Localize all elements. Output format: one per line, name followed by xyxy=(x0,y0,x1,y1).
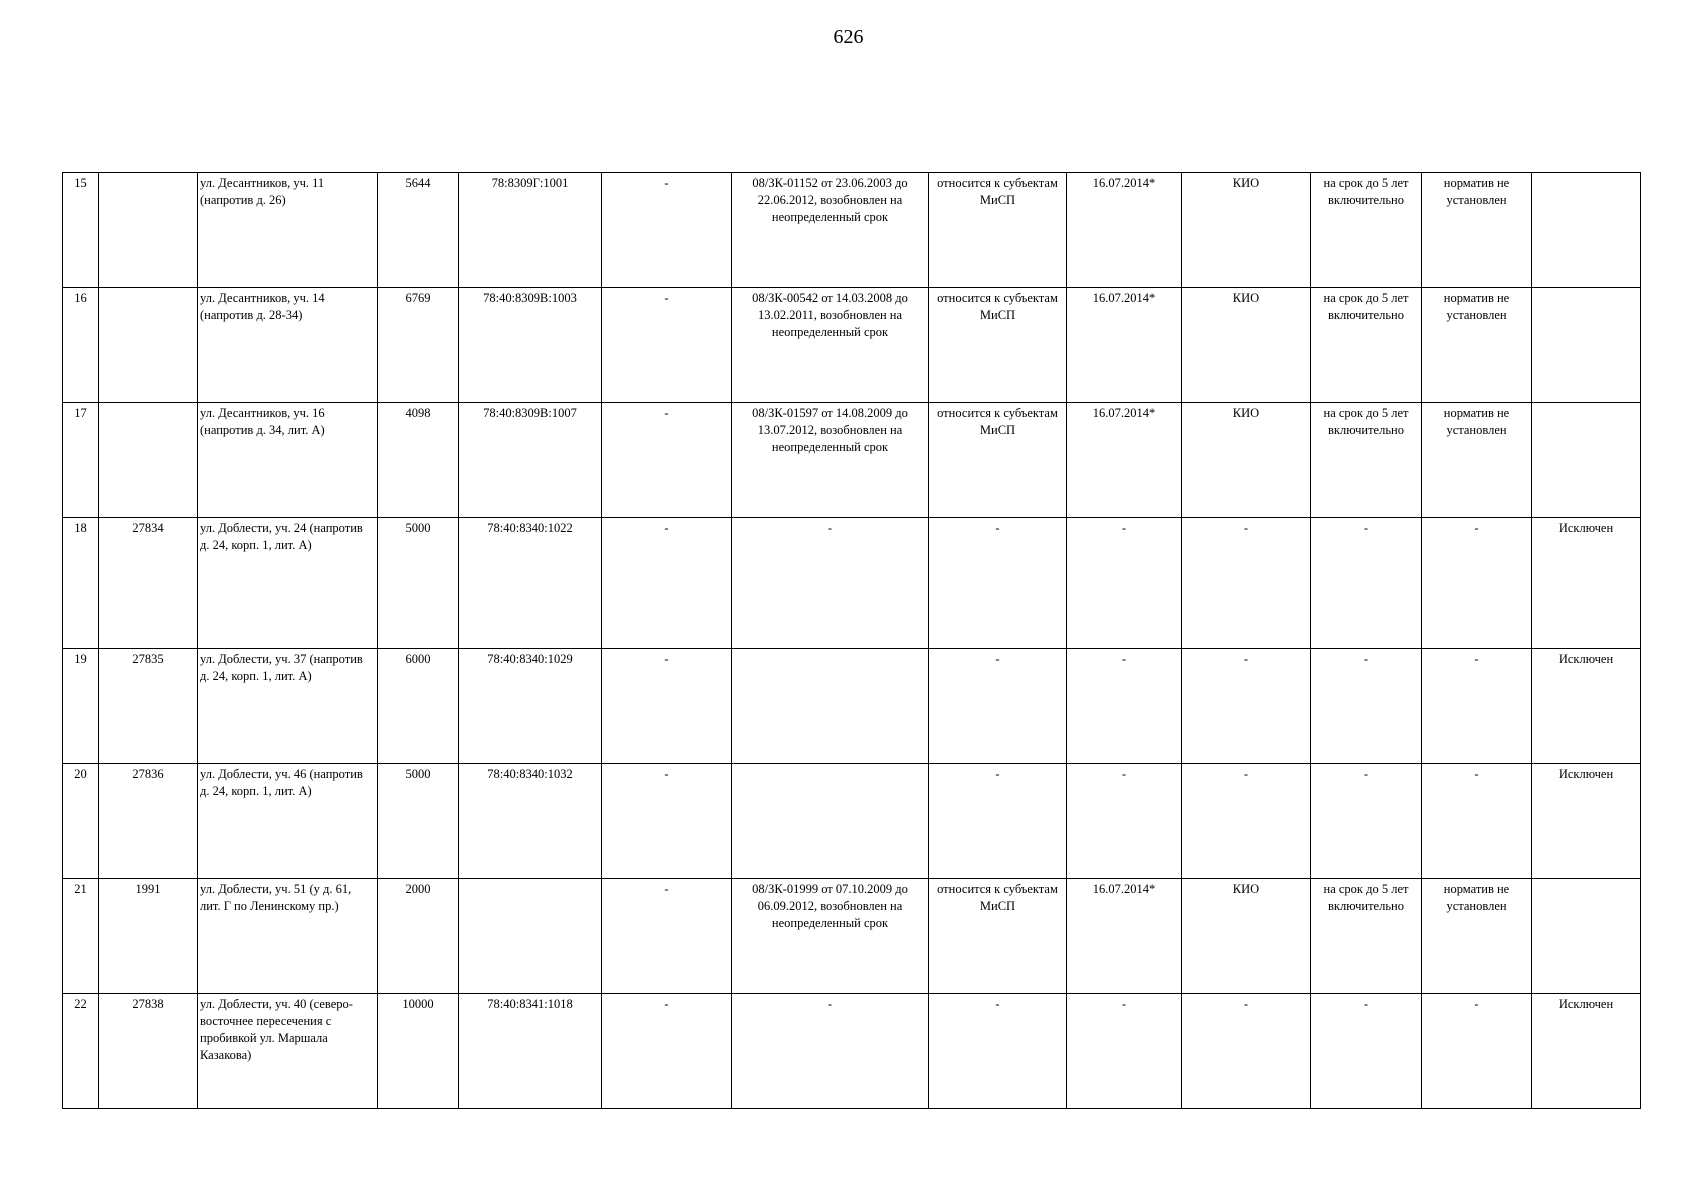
row-date: - xyxy=(1067,518,1182,649)
row-address: ул. Десантников, уч. 16 (напротив д. 34, лит. А) xyxy=(198,403,378,518)
row-number: 22 xyxy=(63,994,99,1109)
row-area: 4098 xyxy=(378,403,459,518)
row-code xyxy=(99,288,198,403)
row-norm: норматив не установлен xyxy=(1422,173,1532,288)
row-note: Исключен xyxy=(1532,649,1641,764)
row-norm: норматив не установлен xyxy=(1422,879,1532,994)
row-area: 6000 xyxy=(378,649,459,764)
row-code: 27834 xyxy=(99,518,198,649)
row-category: - xyxy=(929,649,1067,764)
row-number: 18 xyxy=(63,518,99,649)
row-org: - xyxy=(1182,518,1311,649)
row-category: относится к субъектам МиСП xyxy=(929,879,1067,994)
row-number: 16 xyxy=(63,288,99,403)
row-code: 27836 xyxy=(99,764,198,879)
row-area: 6769 xyxy=(378,288,459,403)
row-address: ул. Доблести, уч. 40 (северо-восточнее пересечения с пробивкой ул. Маршала Казакова) xyxy=(198,994,378,1109)
row-contract xyxy=(732,764,929,879)
row-norm: - xyxy=(1422,994,1532,1109)
row-number: 19 xyxy=(63,649,99,764)
row-cadastral-number: 78:40:8309В:1003 xyxy=(459,288,602,403)
row-area: 2000 xyxy=(378,879,459,994)
row-code: 1991 xyxy=(99,879,198,994)
page-number: 626 xyxy=(833,26,864,48)
row-norm: норматив не установлен xyxy=(1422,288,1532,403)
row-cadastral-number: 78:8309Г:1001 xyxy=(459,173,602,288)
row-col6: - xyxy=(602,288,732,403)
row-col6: - xyxy=(602,764,732,879)
row-date: - xyxy=(1067,994,1182,1109)
row-note: Исключен xyxy=(1532,518,1641,649)
table-row xyxy=(63,173,1641,288)
row-address: ул. Доблести, уч. 24 (напротив д. 24, корп. 1, лит. А) xyxy=(198,518,378,649)
row-area: 5000 xyxy=(378,518,459,649)
row-norm: - xyxy=(1422,649,1532,764)
row-col6: - xyxy=(602,879,732,994)
row-norm: норматив не установлен xyxy=(1422,403,1532,518)
row-area: 5000 xyxy=(378,764,459,879)
row-code: 27838 xyxy=(99,994,198,1109)
row-org: КИО xyxy=(1182,879,1311,994)
row-code xyxy=(99,173,198,288)
row-category: относится к субъектам МиСП xyxy=(929,288,1067,403)
row-address: ул. Доблести, уч. 37 (напротив д. 24, корп. 1, лит. А) xyxy=(198,649,378,764)
row-note xyxy=(1532,403,1641,518)
row-area: 5644 xyxy=(378,173,459,288)
row-cadastral-number: 78:40:8340:1022 xyxy=(459,518,602,649)
row-org: КИО xyxy=(1182,173,1311,288)
row-contract: - xyxy=(732,518,929,649)
table-row xyxy=(63,403,1641,518)
row-term: на срок до 5 лет включительно xyxy=(1311,173,1422,288)
row-address: ул. Доблести, уч. 46 (напротив д. 24, корп. 1, лит. А) xyxy=(198,764,378,879)
row-note xyxy=(1532,173,1641,288)
row-cadastral-number: 78:40:8309В:1007 xyxy=(459,403,602,518)
row-area: 10000 xyxy=(378,994,459,1109)
row-date: - xyxy=(1067,649,1182,764)
row-date: 16.07.2014* xyxy=(1067,288,1182,403)
row-date: 16.07.2014* xyxy=(1067,879,1182,994)
row-address: ул. Доблести, уч. 51 (у д. 61, лит. Г по Ленинскому пр.) xyxy=(198,879,378,994)
row-code: 27835 xyxy=(99,649,198,764)
row-col6: - xyxy=(602,173,732,288)
row-org: КИО xyxy=(1182,403,1311,518)
row-contract: 08/ЗК-01597 от 14.08.2009 до 13.07.2012, возобновлен на неопределенный срок xyxy=(732,403,929,518)
row-note xyxy=(1532,879,1641,994)
row-term: на срок до 5 лет включительно xyxy=(1311,288,1422,403)
row-term: - xyxy=(1311,994,1422,1109)
row-norm: - xyxy=(1422,518,1532,649)
table-row xyxy=(63,288,1641,403)
row-contract: 08/ЗК-00542 от 14.03.2008 до 13.02.2011, возобновлен на неопределенный срок xyxy=(732,288,929,403)
row-address: ул. Десантников, уч. 11 (напротив д. 26) xyxy=(198,173,378,288)
row-note: Исключен xyxy=(1532,994,1641,1109)
row-org: - xyxy=(1182,764,1311,879)
table-row xyxy=(63,764,1641,879)
row-term: на срок до 5 лет включительно xyxy=(1311,879,1422,994)
row-category: относится к субъектам МиСП xyxy=(929,173,1067,288)
row-cadastral-number xyxy=(459,879,602,994)
row-col6: - xyxy=(602,649,732,764)
table-row xyxy=(63,879,1641,994)
row-contract: - xyxy=(732,994,929,1109)
land-plots-table xyxy=(62,172,1641,1109)
row-org: - xyxy=(1182,994,1311,1109)
row-norm: - xyxy=(1422,764,1532,879)
table-row xyxy=(63,518,1641,649)
table-row xyxy=(63,649,1641,764)
row-number: 15 xyxy=(63,173,99,288)
row-category: - xyxy=(929,518,1067,649)
row-number: 17 xyxy=(63,403,99,518)
row-contract: 08/ЗК-01152 от 23.06.2003 до 22.06.2012, возобновлен на неопределенный срок xyxy=(732,173,929,288)
row-org: КИО xyxy=(1182,288,1311,403)
row-contract xyxy=(732,649,929,764)
table-row xyxy=(63,994,1641,1109)
row-address: ул. Десантников, уч. 14 (напротив д. 28-34) xyxy=(198,288,378,403)
row-term: на срок до 5 лет включительно xyxy=(1311,403,1422,518)
row-category: - xyxy=(929,994,1067,1109)
row-col6: - xyxy=(602,994,732,1109)
row-cadastral-number: 78:40:8340:1032 xyxy=(459,764,602,879)
row-contract: 08/ЗК-01999 от 07.10.2009 до 06.09.2012, возобновлен на неопределенный срок xyxy=(732,879,929,994)
row-number: 20 xyxy=(63,764,99,879)
row-note: Исключен xyxy=(1532,764,1641,879)
row-date: 16.07.2014* xyxy=(1067,403,1182,518)
row-code xyxy=(99,403,198,518)
row-cadastral-number: 78:40:8340:1029 xyxy=(459,649,602,764)
row-term: - xyxy=(1311,649,1422,764)
row-cadastral-number: 78:40:8341:1018 xyxy=(459,994,602,1109)
row-col6: - xyxy=(602,518,732,649)
row-org: - xyxy=(1182,649,1311,764)
row-date: - xyxy=(1067,764,1182,879)
row-date: 16.07.2014* xyxy=(1067,173,1182,288)
row-note xyxy=(1532,288,1641,403)
row-col6: - xyxy=(602,403,732,518)
row-number: 21 xyxy=(63,879,99,994)
row-category: - xyxy=(929,764,1067,879)
row-category: относится к субъектам МиСП xyxy=(929,403,1067,518)
row-term: - xyxy=(1311,518,1422,649)
row-term: - xyxy=(1311,764,1422,879)
